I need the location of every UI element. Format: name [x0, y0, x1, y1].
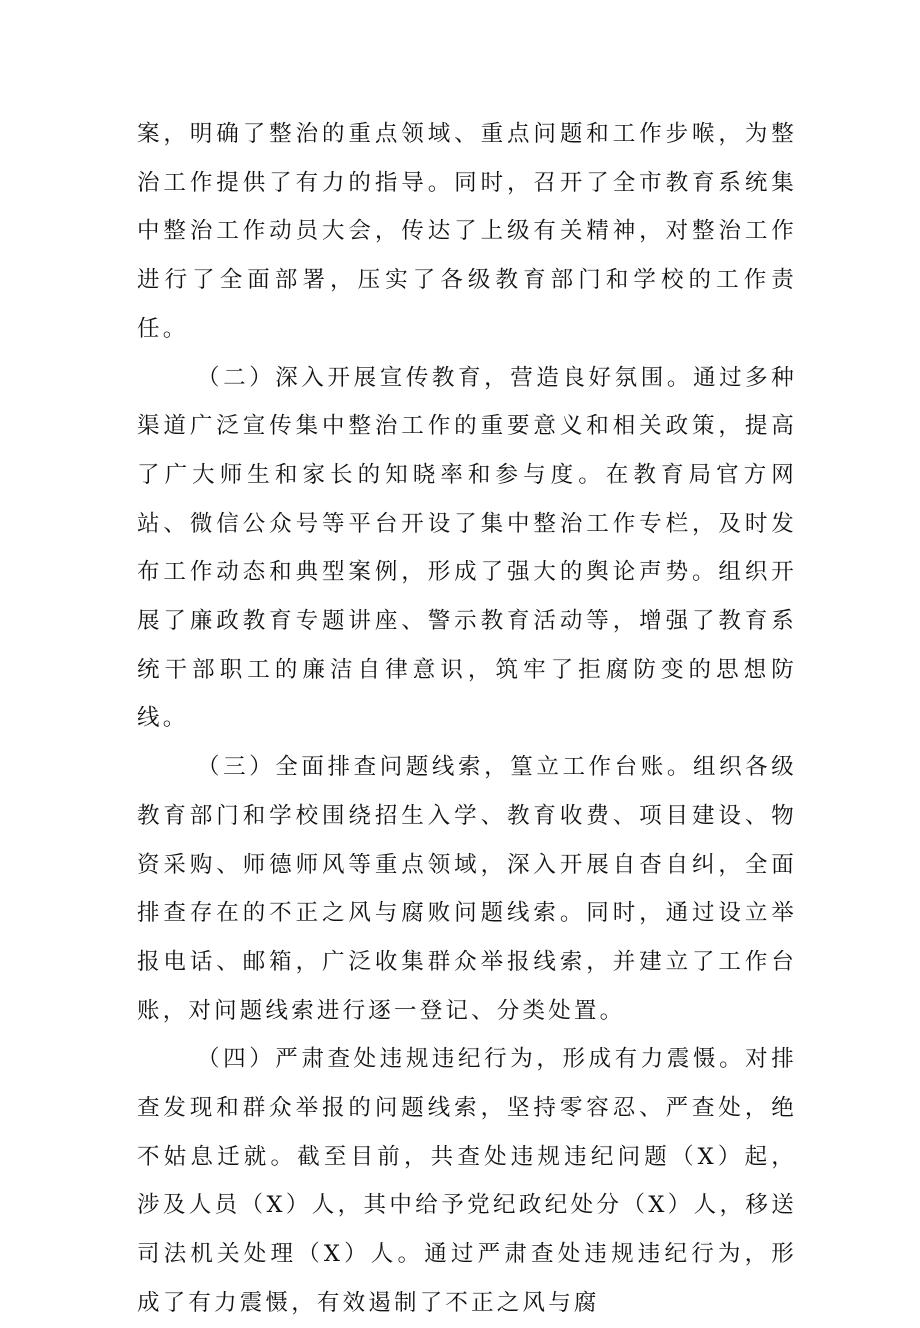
paragraph-investigate-clues: （三）全面排查问题线索，篁立工作台账。组织各级教育部门和学校围绕招生入学、教育收费、项目建设、物资采购、师德师风等重点领域，深入开展自杳自纠，全面排查存在的不正之风与腐败问题线索。同时，通过设立举报电话、邮箱，广泛收集群众举报线索，并建立了工作台账，对问题线索进行逐一登记、分类处置。: [137, 754, 797, 1024]
document-body: [137, 110, 797, 1328]
paragraph-punish-violations: （四）严肃查处违规违纪行为，形成有力震慑。对排查发现和群众举报的问题线索，坚持零容忍、严查处，绝不姑息迁就。截至目前，共查处违规违纪问题（X）起，涉及人员（X）人，其中给予党纪政纪处分（X）人，移送司法机关处理（X）人。通过严肃查处违规违纪行为，形成了有力震慑，有效遏制了不正之风与腐: [137, 1046, 797, 1316]
paragraph-publicity-education: （二）深入开展宣传教育，营造良好氛围。通过多种渠道广泛宣传集中整治工作的重要意义和相关政策，提高了广大师生和家长的知晓率和参与度。在教育局官方网站、微信公众号等平台开设了集中整治工作专栏，及时发布工作动态和典型案例，形成了强大的舆论声势。组织开展了廉政教育专题讲座、警示教育活动等，增强了教育系统干部职工的廉洁自律意识，筑牢了拒腐防变的思想防线。: [137, 364, 797, 732]
paragraph-continued: 案，明确了整治的重点领域、重点问题和工作步喉，为整治工作提供了有力的指导。同时，召开了全市教育系统集中整治工作动员大会，传达了上级有关精神，对整治工作进行了全面部署，压实了各级教育部门和学校的工作责任。: [137, 121, 797, 342]
